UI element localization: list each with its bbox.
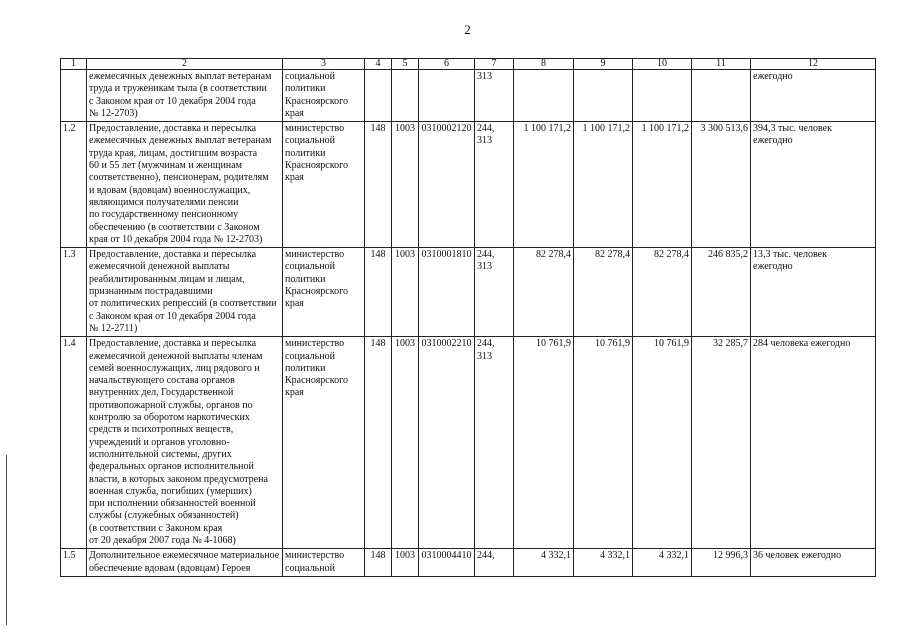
year1-amount: 10 761,9 (514, 337, 574, 549)
total-amount: 3 300 513,6 (692, 122, 751, 248)
header-cell: 5 (392, 59, 419, 70)
year2-amount: 1 100 171,2 (574, 122, 633, 248)
header-cell: 9 (574, 59, 633, 70)
total-amount: 32 285,7 (692, 337, 751, 549)
row-number: 1.4 (61, 337, 87, 549)
header-cell: 6 (419, 59, 475, 70)
vr-code: 244, 313 (475, 337, 514, 549)
executor: министерство социальной (283, 549, 365, 577)
header-cell: 7 (475, 59, 514, 70)
year1-amount: 4 332,1 (514, 549, 574, 577)
total-amount: 12 996,3 (692, 549, 751, 577)
csr-code (419, 70, 475, 122)
row-number: 1.3 (61, 248, 87, 337)
csr-code: 0310002120 (419, 122, 475, 248)
expected-result: 36 человек ежегодно (751, 549, 876, 577)
year3-amount: 10 761,9 (633, 337, 692, 549)
table-row (61, 337, 876, 549)
rzpr-code: 1003 (392, 337, 419, 549)
table-row (61, 70, 876, 122)
scan-margin-line (6, 455, 7, 625)
vr-code: 244, (475, 549, 514, 577)
expected-result: 284 человека ежегодно (751, 337, 876, 549)
grbs-code: 148 (365, 549, 392, 577)
table-row (61, 248, 876, 337)
row-number: 1.5 (61, 549, 87, 577)
header-cell: 8 (514, 59, 574, 70)
measure-description: Предоставление, доставка и пересылка ежемесячной денежной выплаты реабилитированным лицам и лицам, признанным пострадавшими от политических репрессий (в соответствии с Законом края от 10 декабря 2004 года № 12-2711) (87, 248, 283, 337)
year1-amount: 1 100 171,2 (514, 122, 574, 248)
year3-amount: 82 278,4 (633, 248, 692, 337)
year1-amount: 82 278,4 (514, 248, 574, 337)
year2-amount: 82 278,4 (574, 248, 633, 337)
csr-code: 0310001810 (419, 248, 475, 337)
year1-amount (514, 70, 574, 122)
row-number (61, 70, 87, 122)
grbs-code: 148 (365, 122, 392, 248)
total-amount (692, 70, 751, 122)
measure-description: Предоставление, доставка и пересылка ежемесячной денежной выплаты членам семей военнослужащих, лиц рядового и начальствующего состава органов внутренних дел, Государственной противопожарной службы, органов по контролю за оборотом наркотических средств и психотропных веществ, учреждений и органов уголовно- исполнительной системы, других федеральных органов исполнительной власти, в которых законом предусмотрена военная служба, погибших (умерших) при исполнении обязанностей военной службы (служебных обязанностей) (в соответствии с Законом края от 20 декабря 2007 года № 4-1068) (87, 337, 283, 549)
table-row (61, 122, 876, 248)
grbs-code: 148 (365, 337, 392, 549)
vr-code: 313 (475, 70, 514, 122)
header-cell: 4 (365, 59, 392, 70)
executor: министерство социальной политики Красноярского края (283, 248, 365, 337)
year2-amount: 4 332,1 (574, 549, 633, 577)
rzpr-code: 1003 (392, 122, 419, 248)
header-cell: 10 (633, 59, 692, 70)
csr-code: 0310002210 (419, 337, 475, 549)
expected-result: 13,3 тыс. человек ежегодно (751, 248, 876, 337)
measure-description: ежемесячных денежных выплат ветеранам труда и труженикам тыла (в соответствии с Законом края от 10 декабря 2004 года № 12-2703) (87, 70, 283, 122)
year2-amount: 10 761,9 (574, 337, 633, 549)
expected-result: 394,3 тыс. человек ежегодно (751, 122, 876, 248)
vr-code: 244, 313 (475, 248, 514, 337)
year3-amount: 4 332,1 (633, 549, 692, 577)
year3-amount (633, 70, 692, 122)
measure-description: Предоставление, доставка и пересылка ежемесячных денежных выплат ветеранам труда края, лицам, достигшим возраста 60 и 55 лет (мужчинам и женщинам соответственно), пенсионерам, родителям и вдовам (вдовцам) военнослужащих, являющимся получателями пенсии по государственному пенсионному обеспечению (в соответствии с Законом края от 10 декабря 2004 года № 12-2703) (87, 122, 283, 248)
rzpr-code: 1003 (392, 549, 419, 577)
header-cell: 3 (283, 59, 365, 70)
expected-result: ежегодно (751, 70, 876, 122)
executor: министерство социальной политики Красноярского края (283, 337, 365, 549)
column-number-row (61, 59, 876, 70)
rzpr-code: 1003 (392, 248, 419, 337)
grbs-code: 148 (365, 248, 392, 337)
header-cell: 2 (87, 59, 283, 70)
vr-code: 244, 313 (475, 122, 514, 248)
table-row (61, 549, 876, 577)
program-measures-table (60, 58, 876, 577)
total-amount: 246 835,2 (692, 248, 751, 337)
executor: социальной политики Красноярского края (283, 70, 365, 122)
page-number: 2 (464, 22, 471, 37)
grbs-code (365, 70, 392, 122)
year3-amount: 1 100 171,2 (633, 122, 692, 248)
rzpr-code (392, 70, 419, 122)
header-cell: 1 (61, 59, 87, 70)
year2-amount (574, 70, 633, 122)
header-cell: 12 (751, 59, 876, 70)
header-cell: 11 (692, 59, 751, 70)
row-number: 1.2 (61, 122, 87, 248)
executor: министерство социальной политики Красноярского края (283, 122, 365, 248)
csr-code: 0310004410 (419, 549, 475, 577)
measure-description: Дополнительное ежемесячное материальное обеспечение вдовам (вдовцам) Героев (87, 549, 283, 577)
